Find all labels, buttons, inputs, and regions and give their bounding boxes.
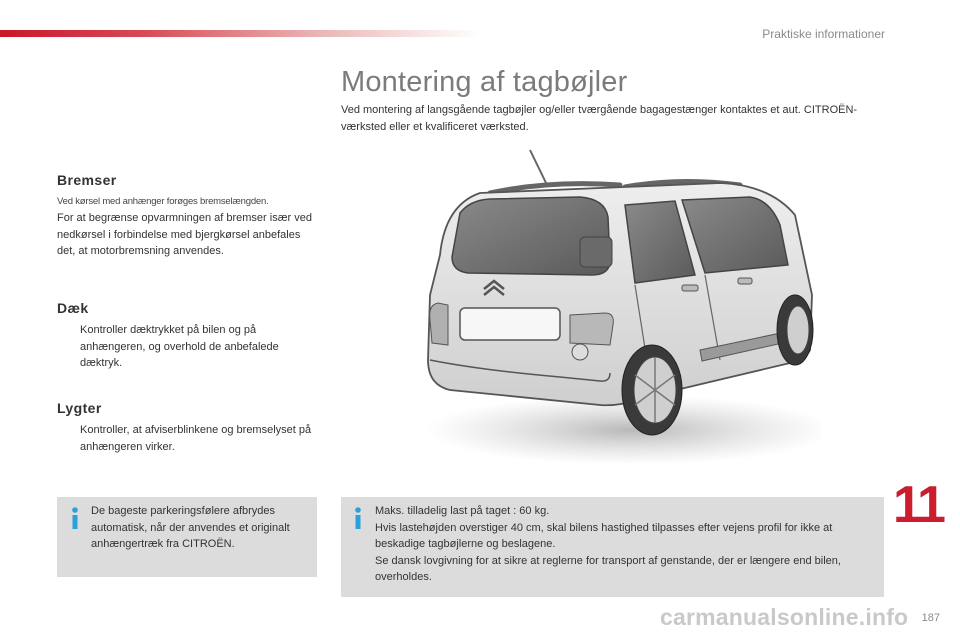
info-right-line3: Se dansk lovgivning for at sikre at reglerne for transport af genstande, der er længere end bilen, overholdes.	[375, 554, 841, 583]
watermark-text: carmanualsonline.info	[660, 604, 909, 630]
info-box-roof-load	[341, 497, 884, 597]
info-icon	[70, 507, 80, 529]
page-number: 187	[921, 612, 940, 624]
info-right-line2: Hvis lastehøjden overstiger 40 cm, skal bilens hastighed tilpasses efter vejens profil for ikke at beskadige tagbøjlerne og beslagene.	[375, 521, 833, 550]
daek-bullet	[57, 322, 319, 372]
header-color-bar	[0, 30, 480, 37]
info-icon	[353, 507, 363, 529]
bremser-note: Ved kørsel med anhænger forøges bremselængden.	[57, 196, 269, 207]
info-right-text	[375, 503, 880, 586]
bremser-text: For at begrænse opvarmningen af bremser især ved nedkørsel i forbindelse med bjergkørsel anbefales det, at motorbremsning anvendes.	[57, 212, 312, 257]
info-left-text: De bageste parkeringsfølere afbrydes automatisk, når der anvendes et originalt anhængertræk fra CITROËN.	[91, 505, 290, 550]
lygter-bullet	[57, 422, 319, 455]
page-title: Montering af tagbøjler	[341, 66, 628, 98]
info-box-parking-sensors	[57, 497, 317, 577]
lygter-bullet-text: Kontroller, at afviserblinkene og bremselyset på anhængeren virker.	[80, 424, 312, 453]
daek-bullet-text: Kontroller dæktrykket på bilen og på anhængeren, og overhold de anbefalede dæktryk.	[80, 324, 279, 369]
heading-bremser: Bremser	[57, 172, 117, 188]
heading-daek: Dæk	[57, 300, 89, 316]
intro-paragraph: Ved montering af langsgående tagbøjler og/eller tværgående bagagestænger kontaktes et aut. CITROËN-værksted eller et kvalificeret værksted.	[341, 104, 858, 133]
chapter-number: 11	[893, 476, 944, 534]
heading-lygter: Lygter	[57, 400, 102, 416]
car-rear-illustration	[420, 145, 820, 475]
info-right-line1: Maks. tilladelig last på taget : 60 kg.	[375, 505, 550, 517]
section-title: Praktiske informationer	[762, 27, 885, 41]
